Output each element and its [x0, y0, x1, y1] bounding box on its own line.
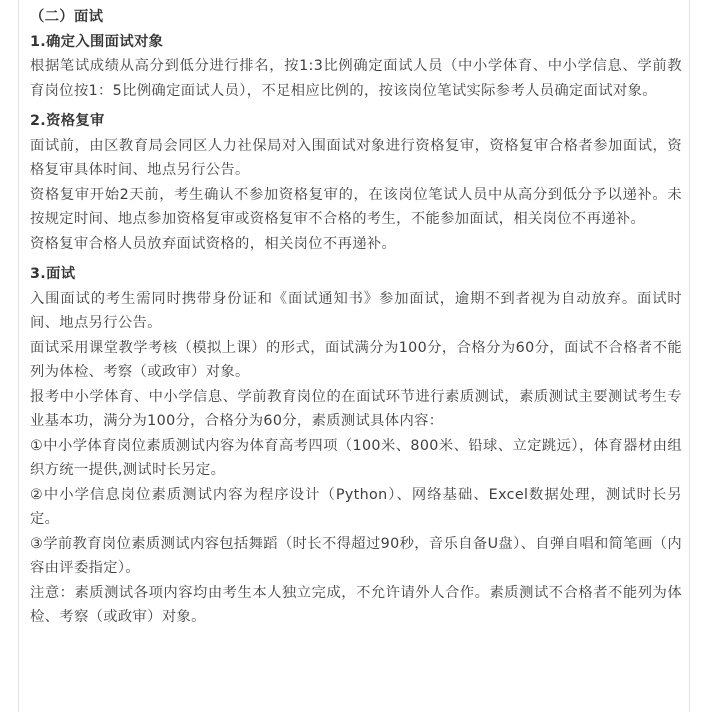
- heading-interview-candidates: 1.确定入围面试对象: [30, 33, 164, 50]
- article-content: [30, 5, 682, 630]
- paragraph: 资格复审合格人员放弃面试资格的，相关岗位不再递补。: [30, 235, 397, 252]
- section-title: （二）面试: [30, 9, 104, 25]
- paragraph: 报考中小学体育、中小学信息、学前教育岗位的在面试环节进行素质测试，素质测试主要测试考生专业基本功，满分为100分，合格分为60分，素质测试具体内容：: [30, 388, 682, 429]
- paragraph: 注意：素质测试各项内容均由考生本人独立完成，不允许请外人合作。素质测试不合格者不能列为体检、考察（或政审）对象。: [30, 584, 682, 625]
- paragraph: 资格复审开始2天前，考生确认不参加资格复审的，在该岗位笔试人员中从高分到低分予以递补。未按规定时间、地点参加资格复审或资格复审不合格的考生，不能参加面试，相关岗位不再递补。: [30, 186, 682, 227]
- heading-qualification-review: 2.资格复审: [30, 113, 105, 129]
- paragraph: ①中小学体育岗位素质测试内容为体育高考四项（100米、800米、铅球、立定跳远），体育器材由组织方统一提供,测试时长另定。: [30, 437, 682, 478]
- paragraph: 面试前，由区教育局会同区人力社保局对入围面试对象进行资格复审，资格复审合格者参加面试，资格复审具体时间、地点另行公告。: [30, 137, 682, 178]
- paragraph: ②中小学信息岗位素质测试内容为程序设计（Python）、网络基础、Excel数据处理，测试时长另定。: [30, 486, 682, 527]
- paragraph: ③学前教育岗位素质测试内容包括舞蹈（时长不得超过90秒，音乐自备U盘）、自弹自唱和简笔画（内容由评委指定）。: [30, 535, 682, 576]
- heading-interview: 3.面试: [30, 266, 76, 282]
- paragraph: 面试采用课堂教学考核（模拟上课）的形式，面试满分为100分，合格分为60分，面试不合格者不能列为体检、考察（或政审）对象。: [30, 339, 682, 380]
- paragraph: 根据笔试成绩从高分到低分进行排名，按1:3比例确定面试人员（中小学体育、中小学信息、学前教育岗位按1：5比例确定面试人员），不足相应比例的，按该岗位笔试实际参考人员确定面试对象。: [30, 58, 682, 99]
- paragraph: 入围面试的考生需同时携带身份证和《面试通知书》参加面试，逾期不到者视为自动放弃。面试时间、地点另行公告。: [30, 290, 682, 331]
